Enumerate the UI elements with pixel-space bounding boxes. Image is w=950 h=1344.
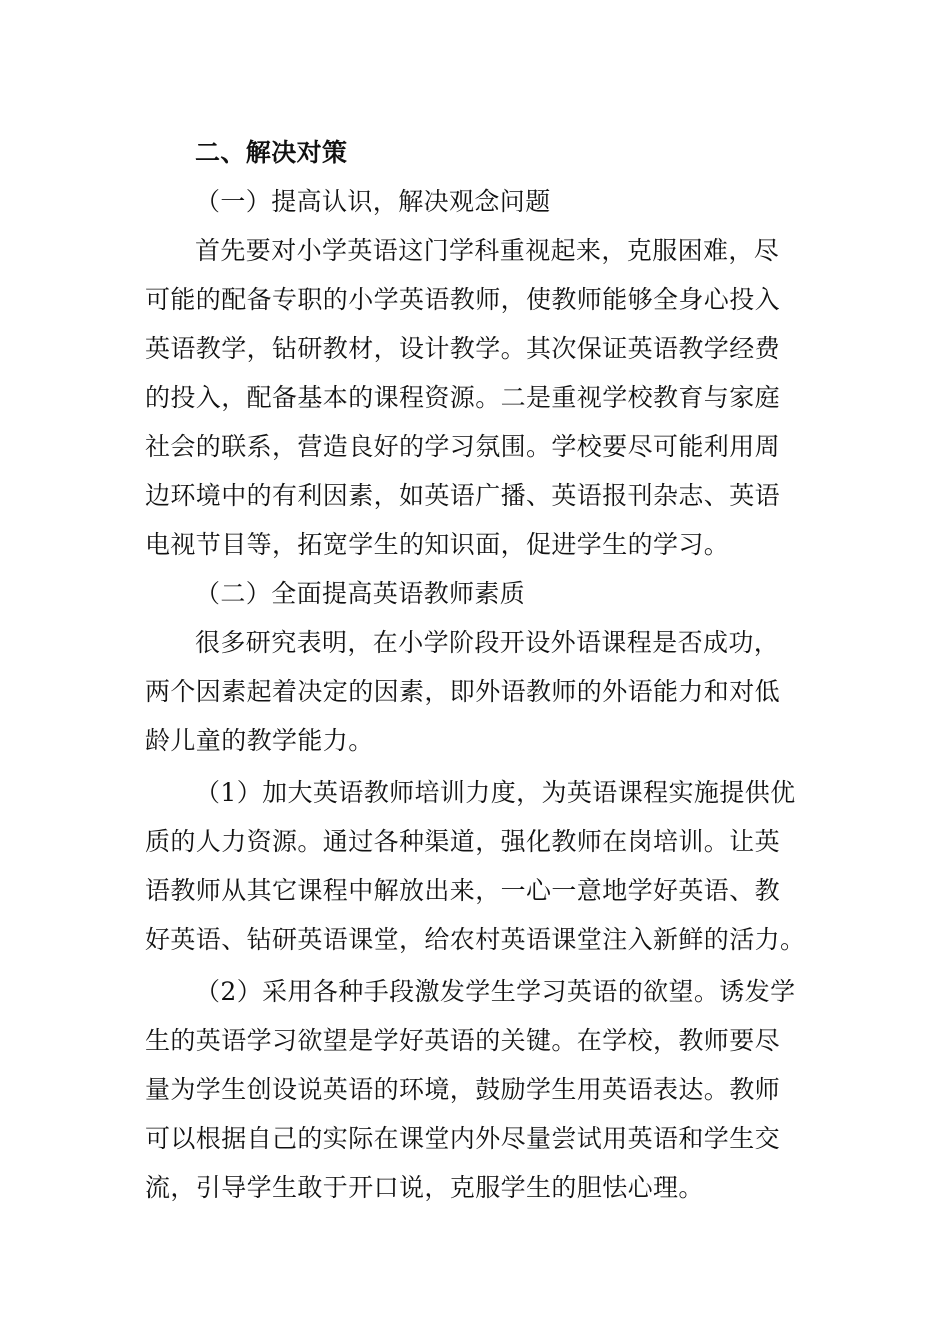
paragraph-line: 质的人力资源。通过各种渠道，强化教师在岗培训。让英 — [145, 827, 781, 856]
paragraph-1 — [145, 226, 810, 569]
paragraph-4 — [145, 967, 810, 1212]
paragraph-line: 生的英语学习欲望是学好英语的关键。在学校，教师要尽 — [145, 1026, 781, 1055]
paragraph-line: 量为学生创设说英语的环境，鼓励学生用英语表达。教师 — [145, 1075, 781, 1104]
paragraph-line: 好英语、钻研英语课堂，给农村英语课堂注入新鲜的活力。 — [145, 925, 806, 954]
paragraph-line: 社会的联系，营造良好的学习氛围。学校要尽可能利用周 — [145, 432, 781, 461]
paragraph-line: 语教师从其它课程中解放出来，一心一意地学好英语、教 — [145, 876, 781, 905]
section-heading: 二、解决对策 — [195, 138, 348, 167]
paragraph-line: 两个因素起着决定的因素，即外语教师的外语能力和对低 — [145, 677, 781, 706]
paragraph-line: 可能的配备专职的小学英语教师，使教师能够全身心投入 — [145, 285, 781, 314]
paragraph-line: 的投入，配备基本的课程资源。二是重视学校教育与家庭 — [145, 383, 781, 412]
paragraph-line: 龄儿童的教学能力。 — [145, 726, 374, 755]
paragraph-2 — [145, 618, 810, 765]
subsection-title-2: （二）全面提高英语教师素质 — [195, 579, 526, 608]
paragraph-line: （2）采用各种手段激发学生学习英语的欲望。诱发学 — [195, 977, 796, 1006]
paragraph-line: 英语教学，钻研教材，设计教学。其次保证英语教学经费 — [145, 334, 781, 363]
document-page — [145, 128, 810, 1212]
paragraph-line: 边环境中的有利因素，如英语广播、英语报刊杂志、英语 — [145, 481, 781, 510]
paragraph-line: 电视节目等，拓宽学生的知识面，促进学生的学习。 — [145, 530, 730, 559]
paragraph-line: 很多研究表明，在小学阶段开设外语课程是否成功， — [195, 628, 780, 657]
paragraph-line: （1）加大英语教师培训力度，为英语课程实施提供优 — [195, 778, 796, 807]
subsection-title-1: （一）提高认识，解决观念问题 — [195, 187, 551, 216]
paragraph-3 — [145, 768, 810, 964]
paragraph-line: 流，引导学生敢于开口说，克服学生的胆怯心理。 — [145, 1173, 704, 1202]
paragraph-line: 首先要对小学英语这门学科重视起来，克服困难，尽 — [195, 236, 780, 265]
paragraph-line: 可以根据自己的实际在课堂内外尽量尝试用英语和学生交 — [145, 1124, 781, 1153]
